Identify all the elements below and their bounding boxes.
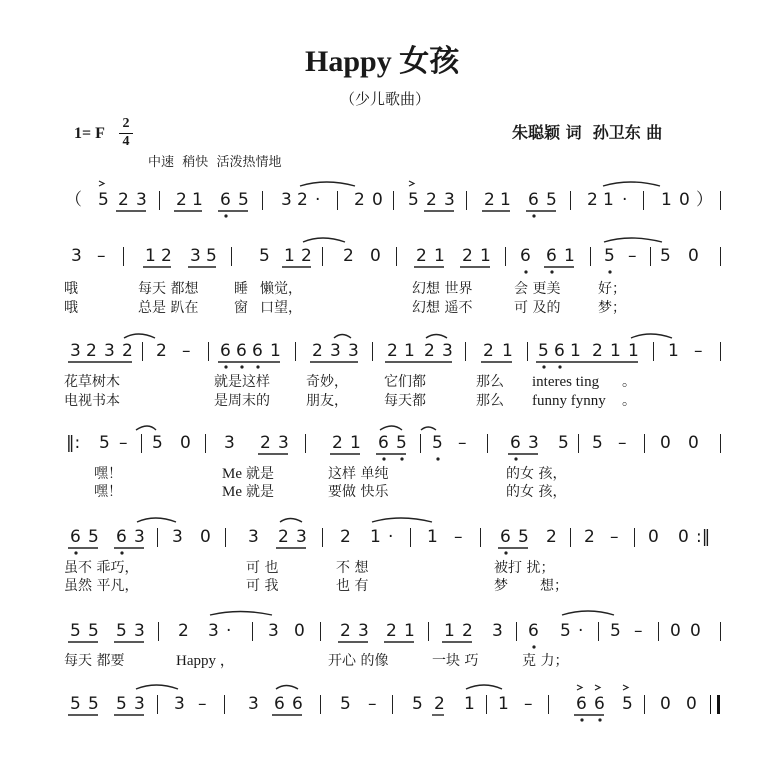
note-token: 0 (370, 246, 381, 266)
note-token: · (315, 190, 321, 210)
note-token: ） (696, 190, 713, 210)
note-token: 5 (88, 621, 99, 641)
note-token: 3 (71, 246, 82, 266)
note-token: 3 (348, 341, 359, 361)
lyric-text: 这样 单纯 (328, 466, 389, 482)
note-token: – (610, 527, 619, 547)
barline (658, 622, 659, 641)
note-token: 2 (118, 190, 129, 210)
note-token: 6 (236, 341, 247, 361)
barline (157, 695, 158, 714)
note-token: 3 (358, 621, 369, 641)
note-token: （ (65, 190, 82, 210)
note-token: – (458, 433, 467, 453)
note-token: 5 (408, 190, 419, 210)
lyric-text: 会 更美 (514, 281, 561, 297)
note-token: 3 (172, 527, 183, 547)
barline (224, 695, 225, 714)
time-signature-bottom: 4 (122, 134, 130, 149)
lyric-text: 那么 (476, 374, 504, 390)
barline (570, 528, 571, 547)
note-token: 5 (238, 190, 249, 210)
lyric-text: Me (222, 484, 242, 500)
barline (157, 528, 158, 547)
final-barline (710, 695, 720, 714)
note-token: 5 (259, 246, 270, 266)
note-token: · (226, 621, 232, 641)
barline (644, 695, 645, 714)
note-token: 5 (660, 246, 671, 266)
lyric-text: 可 也 (246, 560, 279, 576)
lyric-text: 要做 快乐 (328, 484, 389, 500)
note-token: 5 (518, 527, 529, 547)
note-token: 5 (412, 694, 423, 714)
lyric-text: 窗 (234, 300, 248, 316)
note-token: 1 (502, 341, 513, 361)
note-token: 5 (622, 694, 633, 714)
note-token: – (524, 694, 533, 714)
note-token: 1 (603, 190, 614, 210)
note-token: 2 (161, 246, 172, 266)
lyric-text: 梦； (598, 300, 626, 316)
note-token: 5 (604, 246, 615, 266)
lyric-text: 也 有 (336, 578, 369, 594)
lyric-text: 哦 (64, 281, 78, 297)
note-token: 2 (301, 246, 312, 266)
barline (158, 622, 159, 641)
barline (516, 622, 517, 641)
barline (720, 191, 721, 210)
note-token: 2 (297, 190, 308, 210)
barline (650, 247, 651, 266)
lyric-text: 虽然 平凡， (64, 578, 139, 594)
lyric-text: Happy ， (176, 653, 235, 669)
note-token: 3 (104, 341, 115, 361)
note-token: – (634, 621, 643, 641)
note-token: 2 (584, 527, 595, 547)
note-token: 3 (190, 246, 201, 266)
barline (410, 528, 411, 547)
note-token: 5 (116, 621, 127, 641)
note-token: 5 (592, 433, 603, 453)
note-token: 6 (116, 527, 127, 547)
note-token: 3 (248, 694, 259, 714)
note-token: 5 (88, 527, 99, 547)
lyric-text: 可 及的 (514, 300, 561, 316)
note-token: 1 (498, 694, 509, 714)
note-token: 1 (610, 341, 621, 361)
lyric-text: 可 我 (246, 578, 279, 594)
note-token: 6 (292, 694, 303, 714)
barline (252, 622, 253, 641)
barline (465, 342, 466, 361)
note-token: 3 (444, 190, 455, 210)
note-token: 5 (396, 433, 407, 453)
note-token: 1 (464, 694, 475, 714)
note-token: 1 (628, 341, 639, 361)
barline (644, 434, 645, 453)
barline (578, 434, 579, 453)
song-title: Happy 女孩 (305, 45, 460, 78)
lyric-text: interes ting (532, 374, 600, 390)
lyric-text: 就是 (246, 466, 274, 482)
lyric-text: 被打 扰； (494, 560, 555, 576)
lyric-text: 。 (622, 374, 636, 390)
note-token: 5 (560, 621, 571, 641)
note-token: – (368, 694, 377, 714)
barline (322, 247, 323, 266)
lyric-text: 梦 (494, 578, 508, 594)
note-token: 5 (610, 621, 621, 641)
note-token: 2 (278, 527, 289, 547)
note-token: 1 (404, 341, 415, 361)
note-token: 3 (281, 190, 292, 210)
lyric-text: 一块 巧 (432, 653, 479, 669)
note-token: 2 (462, 246, 473, 266)
note-token: 5 (206, 246, 217, 266)
note-token: 6 (528, 190, 539, 210)
note-token: 2 (332, 433, 343, 453)
note-token: 6 (554, 341, 565, 361)
barline (634, 528, 635, 547)
note-token: 3 (134, 621, 145, 641)
note-token: 6 (576, 694, 587, 714)
barline (225, 528, 226, 547)
note-token: 3 (174, 694, 185, 714)
note-token: · (388, 527, 394, 547)
lyric-text: 每天 都想 (138, 281, 199, 297)
note-token: 0 (294, 621, 305, 641)
barline (420, 434, 421, 453)
note-token: 3 (224, 433, 235, 453)
note-token: 2 (340, 527, 351, 547)
note-token: 5 (88, 694, 99, 714)
lyric-text: 睡 (234, 281, 248, 297)
barline (142, 342, 143, 361)
note-token: 6 (500, 527, 511, 547)
lyric-text: 想； (540, 578, 568, 594)
note-token: 2 (587, 190, 598, 210)
note-token: 5 (340, 694, 351, 714)
lyric-text: 嘿！ (94, 484, 122, 500)
note-token: 2 (178, 621, 189, 641)
note-token: 0 (686, 694, 697, 714)
note-token: 5 (98, 190, 109, 210)
note-token: 1 (570, 341, 581, 361)
note-token: – (182, 341, 191, 361)
note-token: – (198, 694, 207, 714)
lyric-text: 是周末的 (214, 393, 270, 409)
note-token: 1 (668, 341, 679, 361)
lyric-text: 它们都 (384, 374, 426, 390)
note-token: 3 (248, 527, 259, 547)
note-token: 0 (688, 246, 699, 266)
note-token: 2 (424, 341, 435, 361)
barline (320, 622, 321, 641)
lyric-text: 幻想 世界 (412, 281, 473, 297)
note-token: 0 (372, 190, 383, 210)
note-token: 6 (70, 527, 81, 547)
barline (141, 434, 142, 453)
barline (372, 342, 373, 361)
note-token: – (694, 341, 703, 361)
barline (720, 622, 721, 641)
lyric-text: funny fynny (532, 393, 606, 409)
barline (208, 342, 209, 361)
note-token: 0 (200, 527, 211, 547)
note-token: 2 (483, 341, 494, 361)
note-token: 5 (99, 433, 110, 453)
note-token: 6 (274, 694, 285, 714)
note-token: · (578, 621, 584, 641)
note-token: 1 (284, 246, 295, 266)
note-token: ‖: (66, 433, 81, 453)
note-token: 2 (312, 341, 323, 361)
note-token: 3 (330, 341, 341, 361)
barline (487, 434, 488, 453)
note-token: 2 (462, 621, 473, 641)
barline (231, 247, 232, 266)
barline (720, 434, 721, 453)
barline (322, 528, 323, 547)
note-token: 1 (427, 527, 438, 547)
note-token: 1 (404, 621, 415, 641)
lyric-text: 朋友， (306, 393, 348, 409)
note-token: 0 (660, 433, 671, 453)
note-token: 3 (492, 621, 503, 641)
barline (428, 622, 429, 641)
lyric-text: 哦 (64, 300, 78, 316)
note-token: 2 (86, 341, 97, 361)
lyric-text: 嘿！ (94, 466, 122, 482)
lyric-text: 不 想 (336, 560, 369, 576)
note-token: · (622, 190, 628, 210)
note-token: 1 (661, 190, 672, 210)
lyric-text: 虽不 乖巧， (64, 560, 139, 576)
tempo-marking: 中速 稍快 活泼热情地 (148, 155, 282, 170)
lyric-text: 奇妙， (306, 374, 348, 390)
note-token: 2 (592, 341, 603, 361)
barline (205, 434, 206, 453)
barline (123, 247, 124, 266)
time-signature-top: 2 (122, 116, 130, 131)
note-token: 6 (378, 433, 389, 453)
lyric-text: 就是 (246, 484, 274, 500)
credits: 朱聪颖 词 孙卫东 曲 (512, 123, 663, 142)
note-token: 1 (444, 621, 455, 641)
note-token: 2 (260, 433, 271, 453)
lyric-text: 克 力； (522, 653, 569, 669)
note-token: 6 (220, 341, 231, 361)
note-token: 3 (268, 621, 279, 641)
note-token: 0 (679, 190, 690, 210)
lyric-text: 的女 孩， (506, 484, 567, 500)
barline (643, 191, 644, 210)
note-token: 3 (442, 341, 453, 361)
key-signature: 1= F (74, 125, 105, 142)
note-token: 1 (500, 190, 511, 210)
note-token: 1 (350, 433, 361, 453)
note-token: 5 (546, 190, 557, 210)
note-token: 1 (564, 246, 575, 266)
barline (320, 695, 321, 714)
barline (527, 342, 528, 361)
note-token: 6 (510, 433, 521, 453)
lyric-text: 好； (598, 281, 626, 297)
note-token: 5 (70, 694, 81, 714)
note-token: 3 (208, 621, 219, 641)
barline (159, 191, 160, 210)
barline (480, 528, 481, 547)
lyric-text: 电视书本 (64, 393, 120, 409)
barline (396, 247, 397, 266)
note-token: 1 (370, 527, 381, 547)
note-token: 2 (426, 190, 437, 210)
barline (720, 342, 721, 361)
note-token: 0 (648, 527, 659, 547)
note-token: 2 (546, 527, 557, 547)
note-token: 6 (220, 190, 231, 210)
note-token: 6 (594, 694, 605, 714)
note-token: 5 (116, 694, 127, 714)
note-token: 2 (340, 621, 351, 641)
note-token: 5 (432, 433, 443, 453)
note-token: 6 (528, 621, 539, 641)
barline (466, 191, 467, 210)
barline (570, 191, 571, 210)
note-token: – (454, 527, 463, 547)
note-token: 3 (134, 694, 145, 714)
lyric-text: 那么 (476, 393, 504, 409)
note-token: 2 (343, 246, 354, 266)
note-token: 2 (416, 246, 427, 266)
barline (393, 191, 394, 210)
note-token: 3 (528, 433, 539, 453)
barline (295, 342, 296, 361)
note-token: 2 (122, 341, 133, 361)
note-token: 2 (176, 190, 187, 210)
note-token: 5 (152, 433, 163, 453)
lyric-text: 的女 孩， (506, 466, 567, 482)
note-token: 5 (558, 433, 569, 453)
note-token: 1 (270, 341, 281, 361)
note-token: :‖ (696, 527, 711, 547)
note-token: 6 (252, 341, 263, 361)
note-token: 5 (538, 341, 549, 361)
barline (337, 191, 338, 210)
note-token: 0 (678, 527, 689, 547)
lyric-text: 幻想 遥不 (412, 300, 473, 316)
lyric-text: 花草树木 (64, 374, 120, 390)
barline (486, 695, 487, 714)
note-token: 5 (70, 621, 81, 641)
note-token: 2 (386, 621, 397, 641)
barline (505, 247, 506, 266)
barline (653, 342, 654, 361)
note-token: 1 (480, 246, 491, 266)
lyric-text: 每天都 (384, 393, 426, 409)
note-token: 0 (688, 433, 699, 453)
lyric-text: Me (222, 466, 242, 482)
barline (305, 434, 306, 453)
song-subtitle: （少儿歌曲） (340, 90, 431, 108)
lyric-text: 总是 趴在 (138, 300, 199, 316)
note-token: 3 (136, 190, 147, 210)
note-token: 2 (387, 341, 398, 361)
note-token: 6 (546, 246, 557, 266)
lyric-text: 就是这样 (214, 374, 270, 390)
note-token: – (97, 246, 106, 266)
note-token: 3 (134, 527, 145, 547)
barline (392, 695, 393, 714)
note-token: 2 (156, 341, 167, 361)
note-token: 1 (192, 190, 203, 210)
note-token: 3 (278, 433, 289, 453)
note-token: 0 (670, 621, 681, 641)
barline (548, 695, 549, 714)
barline (262, 191, 263, 210)
lyric-text: 懒觉， (260, 281, 302, 297)
barline (598, 622, 599, 641)
note-token: – (628, 246, 637, 266)
lyric-text: 口望， (260, 300, 302, 316)
note-token: – (618, 433, 627, 453)
note-token: 3 (296, 527, 307, 547)
note-token: 0 (690, 621, 701, 641)
note-token: 3 (70, 341, 81, 361)
barline (590, 247, 591, 266)
lyric-text: 每天 都要 (64, 653, 125, 669)
note-token: 2 (484, 190, 495, 210)
note-token: 0 (180, 433, 191, 453)
lyric-text: 。 (622, 393, 636, 409)
note-token: 1 (145, 246, 156, 266)
note-token: 1 (434, 246, 445, 266)
barline (720, 247, 721, 266)
note-token: – (119, 433, 128, 453)
note-token: 6 (520, 246, 531, 266)
note-token: 2 (434, 694, 445, 714)
lyric-text: 开心 的像 (328, 653, 389, 669)
note-token: 0 (660, 694, 671, 714)
note-token: 2 (354, 190, 365, 210)
